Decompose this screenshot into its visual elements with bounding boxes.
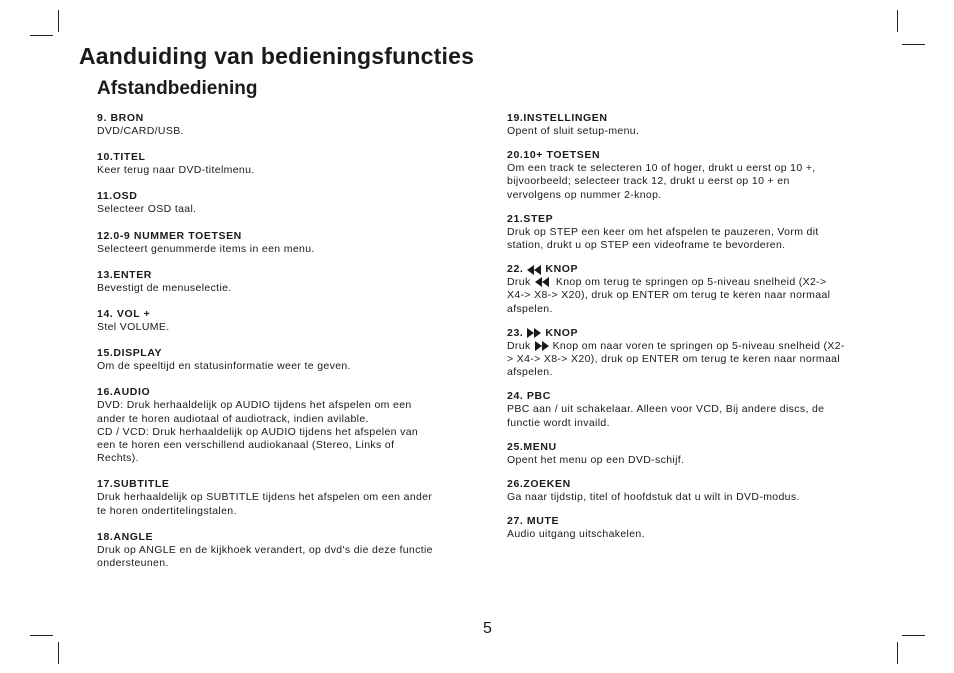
entry-text (507, 226, 872, 252)
entry-title: 14. VOL + (97, 308, 151, 321)
entry-title: 16.AUDIO (97, 386, 151, 399)
crop-mark (30, 35, 53, 36)
entry-text (97, 282, 462, 295)
text-line: Druk op STEP een keer om het afspelen te pauzeren, Vorm dit (507, 225, 819, 238)
text-line: DVD: Druk herhaaldelijk op AUDIO tijdens het afspelen om een (97, 399, 412, 412)
crop-mark (897, 642, 898, 664)
entry-title (507, 327, 872, 340)
entry-bron (97, 112, 462, 138)
rewind-icon (527, 265, 541, 275)
entry-fast-forward-knop (507, 327, 872, 380)
entry-title (507, 263, 872, 276)
entry-text (97, 321, 462, 334)
crop-mark (902, 635, 925, 636)
text-line: vervolgens op nummer 2-knop. (507, 188, 662, 201)
page-subtitle: Afstandbediening (97, 78, 258, 99)
entry-title: 26.ZOEKEN (507, 478, 571, 491)
rewind-icon (535, 277, 549, 287)
page-number: 5 (483, 620, 492, 637)
text-fragment: Knop om naar voren te springen op 5-niveau snelheid (X2- (552, 339, 845, 352)
entry-mute (507, 515, 872, 541)
right-column (507, 112, 872, 541)
entry-10plus-toetsen (507, 149, 872, 202)
text-line: Bevestigt de menuselectie. (97, 281, 232, 294)
fast-forward-icon (527, 328, 541, 338)
entry-osd (97, 190, 462, 216)
entry-title: 24. PBC (507, 390, 551, 403)
crop-mark (58, 642, 59, 664)
text-line: Ga naar tijdstip, titel of hoofdstuk dat u wilt in DVD-modus. (507, 491, 800, 504)
left-column (97, 112, 462, 570)
entry-zoeken (507, 478, 872, 504)
entry-pbc (507, 390, 872, 429)
crop-mark (30, 635, 53, 636)
text-line: Selecteer OSD taal. (97, 203, 197, 216)
text-line: Keer terug naar DVD-titelmenu. (97, 164, 255, 177)
text-line: Opent of sluit setup-menu. (507, 125, 640, 137)
entry-text (97, 203, 462, 216)
text-line: Audio uitgang uitschakelen. (507, 528, 645, 541)
text-line: PBC aan / uit schakelaar. Alleen voor VCD, Bij andere discs, de (507, 403, 825, 416)
fast-forward-icon (535, 341, 549, 351)
entry-number: 23. (507, 326, 524, 339)
entry-title: 21.STEP (507, 212, 554, 225)
entry-titel (97, 151, 462, 177)
text-line: X4-> X8-> X20), druk op ENTER om terug te keren naar normaal (507, 289, 831, 302)
text-line: > X4-> X8-> X20), druk op ENTER om terug te keren naar normaal (507, 353, 841, 366)
page-title: Aanduiding van bedieningsfuncties (79, 43, 475, 69)
entry-title: 15.DISPLAY (97, 347, 163, 360)
text-line: Om de speeltijd en statusinformatie weer te geven. (97, 360, 351, 373)
text-line: te horen ondertitelingstalen. (97, 504, 237, 517)
text-line: een te horen een verschillend audiokanaal (Stereo, Links of (97, 439, 395, 452)
entry-instellingen (507, 112, 872, 138)
text-line: ondersteunen. (97, 557, 169, 570)
entry-text (97, 125, 462, 138)
entry-step (507, 213, 872, 252)
entry-number: 22. (507, 263, 524, 276)
entry-subtitle (97, 478, 462, 517)
entry-title: 27. MUTE (507, 515, 560, 528)
text-line: Druk herhaaldelijk op SUBTITLE tijdens het afspelen om een ander (97, 491, 433, 504)
text-line (507, 276, 872, 289)
entry-text (97, 491, 462, 517)
entry-text (97, 544, 462, 570)
entry-text (97, 399, 462, 465)
entry-label: KNOP (545, 326, 579, 339)
entry-label: KNOP (545, 263, 579, 276)
text-line: afspelen. (507, 302, 553, 315)
entry-audio (97, 386, 462, 465)
text-line: ander te horen audiotaal of audiotrack, indien avilable. (97, 412, 369, 425)
entry-text (507, 403, 872, 429)
entry-menu (507, 441, 872, 467)
entry-title: 20.10+ TOETSEN (507, 149, 601, 162)
crop-mark (902, 44, 925, 45)
entry-title: 18.ANGLE (97, 530, 154, 543)
text-line: Om een track te selecteren 10 of hoger, drukt u eerst op 10 +, (507, 162, 816, 175)
entry-text (97, 360, 462, 373)
text-line: station, drukt u op STEP een videoframe te bevorderen. (507, 239, 786, 252)
entry-rewind-knop (507, 263, 872, 316)
entry-title: 17.SUBTITLE (97, 478, 170, 491)
entry-text (507, 528, 872, 541)
text-line: DVD/CARD/USB. (97, 125, 184, 137)
text-line: bijvoorbeeld; selecteer track 12, drukt u eerst op 10 + en (507, 175, 790, 188)
entry-nummer-toetsen (97, 230, 462, 256)
entry-text (507, 491, 872, 504)
text-line: Selecteert genummerde items in een menu. (97, 242, 315, 255)
text-line: CD / VCD: Druk herhaaldelijk op AUDIO tijdens het afspelen van (97, 425, 419, 438)
entry-title: 12.0-9 NUMMER TOETSEN (97, 229, 242, 242)
text-line: Opent het menu op een DVD-schijf. (507, 453, 685, 466)
entry-text (507, 162, 872, 202)
text-line: Druk op ANGLE en de kijkhoek verandert, op dvd's die deze functie (97, 543, 433, 556)
text-line: functie wordt invaild. (507, 416, 610, 429)
crop-mark (58, 10, 59, 32)
entry-text (507, 454, 872, 467)
text-fragment: Druk (507, 339, 531, 352)
text-fragment: Druk (507, 276, 531, 289)
entry-title: 13.ENTER (97, 268, 152, 281)
entry-vol (97, 308, 462, 334)
entry-text (97, 243, 462, 256)
entry-title: 9. BRON (97, 112, 144, 124)
text-line (507, 340, 872, 353)
text-line: Stel VOLUME. (97, 321, 170, 334)
entry-enter (97, 269, 462, 295)
text-fragment: Knop om terug te springen op 5-niveau snelheid (X2-> (552, 276, 827, 289)
entry-title: 10.TITEL (97, 151, 146, 164)
text-line: afspelen. (507, 366, 553, 379)
entry-text (507, 125, 872, 138)
entry-text (97, 164, 462, 177)
entry-title: 19.INSTELLINGEN (507, 112, 608, 124)
entry-title: 25.MENU (507, 440, 557, 453)
entry-display (97, 347, 462, 373)
crop-mark (897, 10, 898, 32)
entry-title: 11.OSD (97, 190, 138, 203)
entry-text (507, 276, 872, 316)
entry-text (507, 340, 872, 380)
text-line: Rechts). (97, 452, 139, 465)
entry-angle (97, 531, 462, 570)
